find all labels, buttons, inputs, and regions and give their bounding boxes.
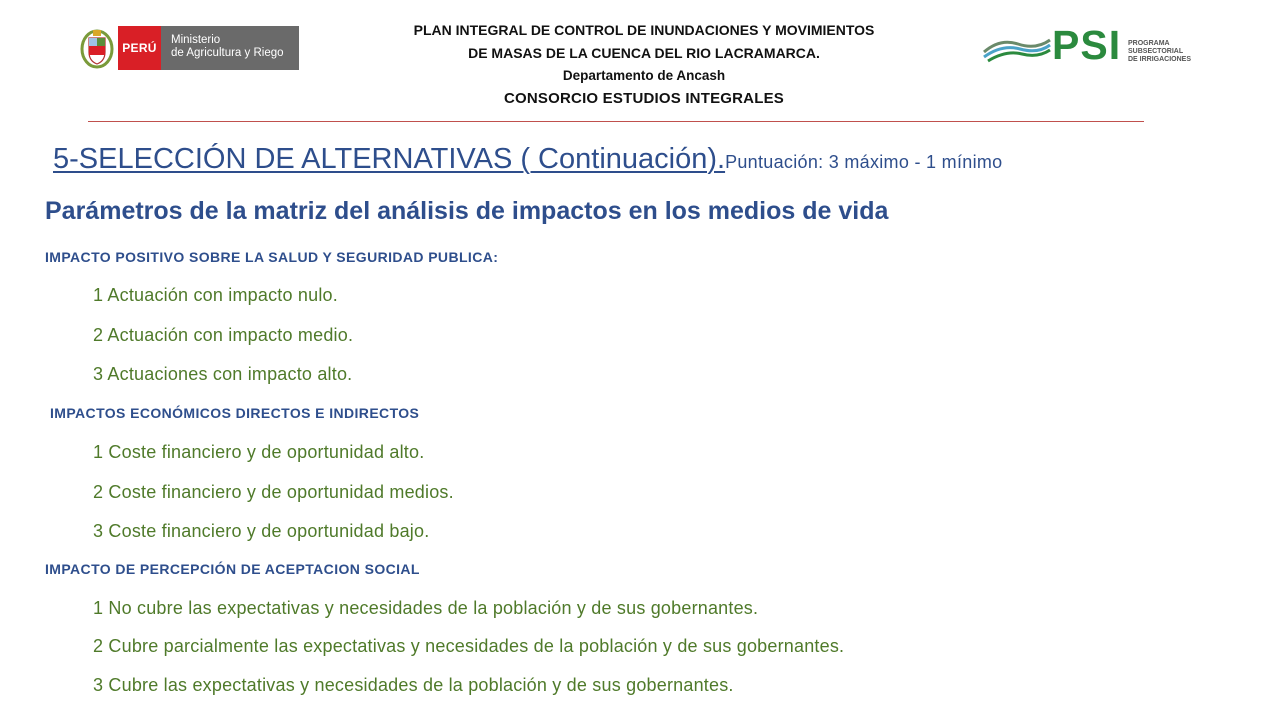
coat-of-arms-icon xyxy=(80,26,114,70)
psi-wordmark: PSI xyxy=(1052,22,1122,68)
peru-label: PERÚ xyxy=(118,26,161,70)
slide-title xyxy=(53,143,1002,176)
list-item: 3 Coste financiero y de oportunidad bajo. xyxy=(93,521,430,541)
header-title-line-2: DE MASAS DE LA CUENCA DEL RIO LACRAMARCA. xyxy=(468,45,820,61)
list-item: 1 Actuación con impacto nulo. xyxy=(93,285,338,305)
ministry-line-2: de Agricultura y Riego xyxy=(171,47,284,59)
list-item: 2 Actuación con impacto medio. xyxy=(93,325,354,345)
psi-sub-line-2: SUBSECTORIAL xyxy=(1128,48,1184,55)
section-heading-economic: IMPACTOS ECONÓMICOS DIRECTOS E INDIRECTOS xyxy=(50,405,420,421)
psi-logo xyxy=(982,22,1207,68)
psi-sub-line-1: PROGRAMA xyxy=(1128,40,1170,47)
ministry-name xyxy=(161,26,299,70)
header-title-line-4: CONSORCIO ESTUDIOS INTEGRALES xyxy=(504,90,784,107)
waves-icon xyxy=(982,30,1052,64)
list-item: 3 Actuaciones con impacto alto. xyxy=(93,364,353,384)
ministry-line-1: Ministerio xyxy=(171,34,221,46)
psi-sub-line-3: DE IRRIGACIONES xyxy=(1128,56,1192,63)
list-item: 1 Coste financiero y de oportunidad alto. xyxy=(93,442,425,462)
ministry-logo xyxy=(80,26,299,70)
slide-subtitle: Parámetros de la matriz del análisis de impactos en los medios de vida xyxy=(45,197,889,225)
score-note: Puntuación: 3 máximo - 1 mínimo xyxy=(725,152,1003,172)
header-divider xyxy=(88,121,1144,122)
section-heading-social: IMPACTO DE PERCEPCIÓN DE ACEPTACION SOCIAL xyxy=(45,561,420,577)
section-heading-health: IMPACTO POSITIVO SOBRE LA SALUD Y SEGURIDAD PUBLICA: xyxy=(45,249,499,265)
psi-subtitle xyxy=(1128,40,1191,64)
header-title-line-1: PLAN INTEGRAL DE CONTROL DE INUNDACIONES Y MOVIMIENTOS xyxy=(413,22,875,38)
list-item: 3 Cubre las expectativas y necesidades de la población y de sus gobernantes. xyxy=(93,675,734,695)
slide-title-main: 5-SELECCIÓN DE ALTERNATIVAS ( Continuación). xyxy=(53,143,726,175)
header-title-block xyxy=(344,19,944,112)
list-item: 2 Coste financiero y de oportunidad medios. xyxy=(93,482,454,502)
list-item: 2 Cubre parcialmente las expectativas y necesidades de la población y de sus gobernantes. xyxy=(93,636,845,656)
header-title-line-3: Departamento de Ancash xyxy=(562,68,726,83)
list-item: 1 No cubre las expectativas y necesidades de la población y de sus gobernantes. xyxy=(93,598,759,618)
